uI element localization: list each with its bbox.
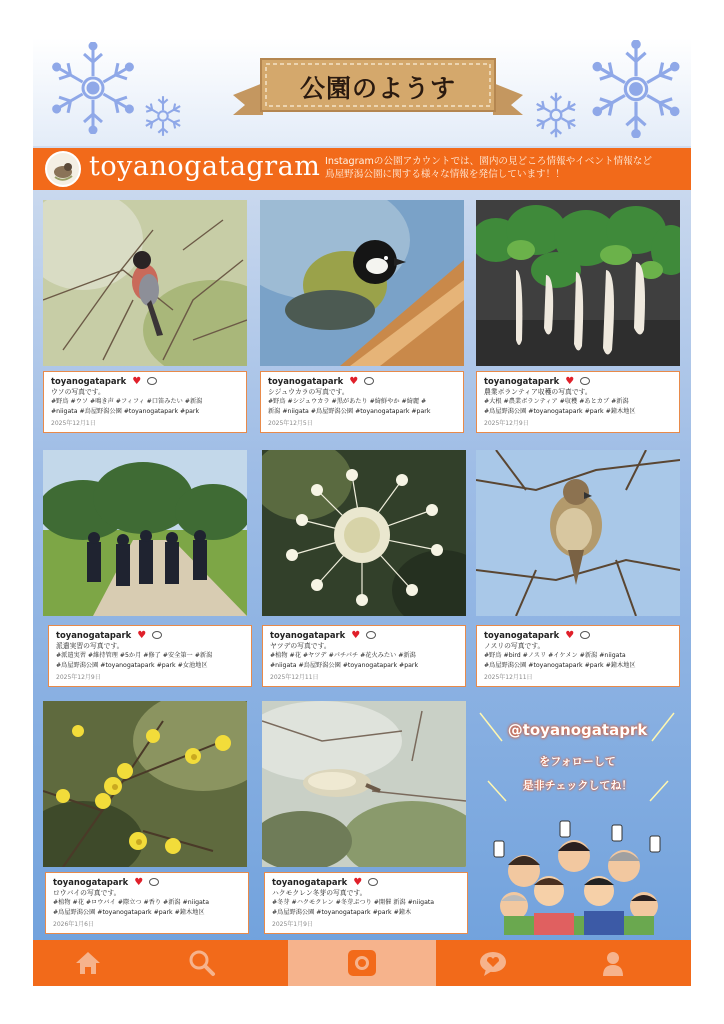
- post-info: [476, 625, 680, 687]
- comment-icon[interactable]: [580, 377, 590, 385]
- post-username[interactable]: toyanogatapark: [270, 630, 346, 640]
- post-photo-uso[interactable]: [43, 200, 247, 366]
- post-tags-line[interactable]: 新潟 #niigata #鳥屋野潟公園 #toyanogatapark #park: [268, 407, 431, 415]
- post-info: [260, 371, 464, 433]
- post-tags-line[interactable]: #野鳥 #bird #ノスリ #イケメン #新潟 #niigata: [484, 652, 626, 659]
- post-info: [43, 371, 247, 433]
- post-caption: 派遣実習の写真です。: [56, 642, 124, 650]
- post-caption: シジュウカラの写真です。: [268, 388, 349, 396]
- post-photo-trainees[interactable]: [43, 450, 247, 616]
- park-logo: [45, 151, 81, 187]
- post-tags-line[interactable]: #鳥屋野潟公園 #toyanogatapark #park #鐘木: [272, 908, 412, 916]
- post-date: 2025年12月9日: [484, 420, 529, 427]
- search-icon: [188, 949, 216, 977]
- follow-line: をフォローして: [539, 755, 616, 768]
- title-banner: [233, 55, 523, 119]
- post-date: 2025年12月1日: [51, 420, 96, 427]
- post-date: 2026年1月6日: [53, 921, 94, 928]
- comment-icon[interactable]: [580, 631, 590, 639]
- heart-icon[interactable]: ♥: [565, 375, 575, 387]
- post-tags: [270, 651, 459, 670]
- post-photo-roubai[interactable]: [43, 701, 247, 867]
- post-username[interactable]: toyanogatapark: [53, 877, 129, 887]
- page-title: 公園のようす: [299, 74, 456, 103]
- post-username[interactable]: toyanogatapark: [51, 376, 127, 386]
- post-photo-daikon[interactable]: [476, 200, 680, 366]
- post-date: 2025年12月11日: [270, 674, 319, 681]
- nav-heart-chat[interactable]: [458, 940, 528, 986]
- post-caption: ノスリの写真です。: [484, 642, 545, 650]
- post-tags-line[interactable]: #鳥屋野潟公園 #toyanogatapark #park #鐘木地区: [484, 407, 636, 415]
- post-tags-line[interactable]: #niigata #鳥屋野潟公園 #toyanogatapark #park: [270, 661, 419, 669]
- comment-icon[interactable]: [149, 878, 159, 886]
- post-photo-shijukara[interactable]: [260, 200, 464, 366]
- post-tags-line[interactable]: #植物 #花 #ロウバイ #際立つ #香り #新潟 #niigata: [53, 899, 210, 906]
- instagram-description: [325, 155, 685, 181]
- post-username[interactable]: toyanogatapark: [56, 630, 132, 640]
- post-tags-line[interactable]: #鳥屋野潟公園 #toyanogatapark #park #鐘木地区: [484, 661, 636, 669]
- post-tags-line[interactable]: #冬芽 #ハクモクレン #冬芽ぷつり #開催 新潟 #niigata: [272, 899, 435, 906]
- post-username[interactable]: toyanogatapark: [268, 376, 344, 386]
- post-tags-line[interactable]: #野鳥 #ウソ #鳴き声 #フィフィ #口笛みたい #新潟: [51, 398, 203, 405]
- post-date: 2025年12月9日: [56, 674, 101, 681]
- heart-icon[interactable]: ♥: [353, 876, 363, 888]
- description-line: 鳥屋野潟公園に関する様々な情報を発信しています！！: [325, 169, 565, 180]
- comment-icon[interactable]: [368, 878, 378, 886]
- post-tags: [484, 651, 673, 670]
- heart-icon[interactable]: ♥: [565, 629, 575, 641]
- nav-profile[interactable]: [578, 940, 648, 986]
- follow-panel: [474, 701, 681, 935]
- post-tags-line[interactable]: #niigata #鳥屋野潟公園 #toyanogatapark #park: [51, 407, 200, 415]
- post-tags: [268, 397, 457, 416]
- post-tags: [51, 397, 240, 416]
- heart-icon[interactable]: ♥: [349, 375, 359, 387]
- follow-line: 是非チェックしてね！: [522, 779, 633, 792]
- post-date: 2025年12月5日: [268, 420, 313, 427]
- post-tags: [484, 397, 673, 416]
- instagram-bar: [33, 148, 691, 190]
- header: [33, 38, 691, 146]
- comment-icon[interactable]: [364, 377, 374, 385]
- post-tags-line[interactable]: #野鳥 #シジュウカラ #黒があたり #綺鮮やか #綺麗 #: [268, 398, 427, 405]
- post-tags: [53, 898, 242, 917]
- snowflake-icon: [587, 40, 685, 138]
- post-photo-yatsude[interactable]: [262, 450, 466, 616]
- nav-camera[interactable]: [288, 940, 436, 986]
- heart-icon[interactable]: ♥: [132, 375, 142, 387]
- post-photo-hakumokuren[interactable]: [262, 701, 466, 867]
- post-caption: ハクモクレン冬芽の写真です。: [272, 889, 367, 897]
- post-info: [264, 872, 468, 934]
- home-icon: [74, 950, 102, 976]
- post-tags: [56, 651, 245, 670]
- post-photo-nosuri[interactable]: [476, 450, 680, 616]
- post-info: [262, 625, 466, 687]
- post-username[interactable]: toyanogatapark: [484, 630, 560, 640]
- nav-search[interactable]: [167, 940, 237, 986]
- snowflake-icon: [47, 42, 139, 134]
- snowflake-icon: [529, 88, 583, 142]
- post-info: [476, 371, 680, 433]
- comment-icon[interactable]: [147, 377, 157, 385]
- follow-handle[interactable]: @toyanogataprk: [507, 721, 648, 739]
- description-line: Instagramの公園アカウントでは、園内の見どころ情報やイベント情報など: [325, 156, 652, 167]
- post-caption: ウソの写真です。: [51, 388, 105, 396]
- post-tags: [272, 898, 461, 917]
- post-username[interactable]: toyanogatapark: [272, 877, 348, 887]
- post-username[interactable]: toyanogatapark: [484, 376, 560, 386]
- post-date: 2025年12月11日: [484, 674, 533, 681]
- post-tags-line[interactable]: #鳥屋野潟公園 #toyanogatapark #park #鐘木地区: [53, 908, 205, 916]
- camera-icon: [346, 948, 378, 978]
- brand-name[interactable]: toyanogatagram: [89, 151, 321, 182]
- post-tags-line[interactable]: #植物 #花 #ヤツデ #パチパチ #花火みたい #新潟: [270, 652, 416, 659]
- nav-home[interactable]: [53, 940, 123, 986]
- post-caption: ヤツデの写真です。: [270, 642, 331, 650]
- post-tags-line[interactable]: #派遣実習 #維持管理 #5か月 #修了 #安全第一 #新潟: [56, 652, 213, 659]
- post-tags-line[interactable]: #鳥屋野潟公園 #toyanogatapark #park #女池地区: [56, 661, 208, 669]
- bottom-nav: [33, 940, 691, 986]
- comment-icon[interactable]: [366, 631, 376, 639]
- snowflake-icon: [139, 92, 187, 140]
- heart-chat-icon: [478, 950, 508, 976]
- heart-icon[interactable]: ♥: [134, 876, 144, 888]
- user-icon: [601, 950, 625, 976]
- page: [33, 38, 691, 986]
- heart-icon[interactable]: ♥: [351, 629, 361, 641]
- post-tags-line[interactable]: #大根 #農業ボランティア #収穫 #あとカブ #新潟: [484, 398, 629, 405]
- comment-icon[interactable]: [152, 631, 162, 639]
- heart-icon[interactable]: ♥: [137, 629, 147, 641]
- post-info: [45, 872, 249, 934]
- post-info: [48, 625, 252, 687]
- post-caption: 農業ボランティア収穫の写真です。: [484, 388, 592, 396]
- crowd-illustration: [494, 821, 660, 935]
- post-caption: ロウバイの写真です。: [53, 889, 121, 897]
- post-date: 2025年1月9日: [272, 921, 313, 928]
